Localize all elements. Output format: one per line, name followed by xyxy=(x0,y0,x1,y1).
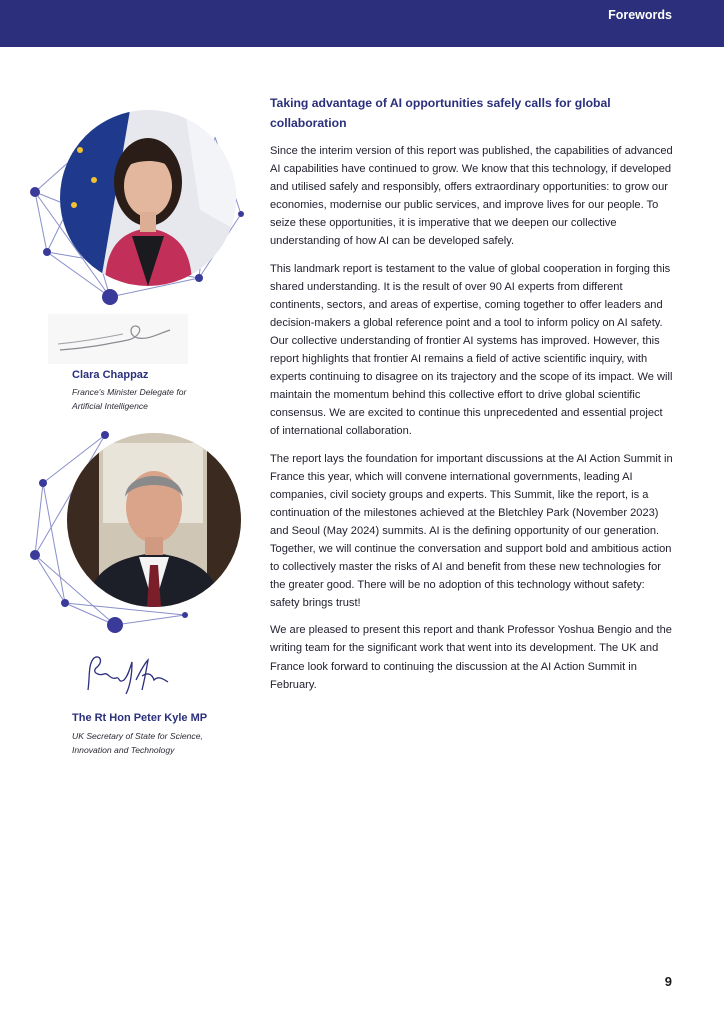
signatory-role-peter: UK Secretary of State for Science, Innovation and Technology xyxy=(72,731,203,755)
signatory-name-clara: Clara Chappaz xyxy=(72,369,149,381)
header-bar xyxy=(0,0,724,47)
network-node xyxy=(102,289,118,305)
network-node xyxy=(30,187,40,197)
network-node xyxy=(43,248,51,256)
photo-clara-chappaz xyxy=(60,110,236,286)
network-node xyxy=(238,211,244,217)
foreword-heading: Taking advantage of AI opportunities safely calls for global collaboration xyxy=(270,96,611,130)
paragraph: The report lays the foundation for important discussions at the AI Action Summit in France this year, which will convene international governments, leading AI companies, civil society groups and experts. This Summit, like the report, is a continuation of the milestones achieved at the Bletchley Park (November 2023) and Seoul (May 2024) summits. AI is the defining opportunity of our generation. Together, we will continue the conversation and support bold and ambitious action to collectively master the risks of AI and benefit from these new technologies for the greater good. There will be no adoption of this technology without safety: safety brings trust! xyxy=(270,452,673,610)
paragraph: This landmark report is testament to the value of global cooperation in forging this shared understanding. It is the result of over 90 AI experts from different continents, sectors, and areas of expertise, coming together to offer leaders and decision-makers a global reference point and a tool to inform policy on AI safety. Our collective understanding of frontier AI systems has improved. However, this report highlights that frontier AI remains a field of active scientific inquiry, with experts continuing to disagree on its trajectory and the scope of its impact. We will maintain the momentum behind this collective effort to drive global scientific consensus. We are excited to continue this unprecedented and essential project of international collaboration. xyxy=(270,262,673,438)
portrait-clara-chappaz xyxy=(25,100,255,315)
network-node xyxy=(30,550,40,560)
network-node xyxy=(39,479,47,487)
paragraph: Since the interim version of this report was published, the capabilities of advanced AI capabilities have continued to grow. We know that this technology, if developed and utilised safely and responsibly, offers extraordinary opportunities: to grow our economies, modernise our public services, and improve lives for our people. To seize these opportunities, it is imperative that we deepen our collective understanding of how AI can be developed safely. xyxy=(270,145,673,248)
signatory-name-peter: The Rt Hon Peter Kyle MP xyxy=(72,712,208,724)
signatory-role-clara: France's Minister Delegate for Artificial Intelligence xyxy=(72,387,187,411)
paragraph: We are pleased to present this report and thank Professor Yoshua Bengio and the writing team for the significant work that went into its development. The UK and France look forward to continuing the discussion at the AI Action Summit in February. xyxy=(270,624,672,691)
network-node xyxy=(182,612,188,618)
portrait-peter-kyle xyxy=(25,425,255,640)
network-node xyxy=(107,617,123,633)
signature-clara-chappaz xyxy=(48,314,188,364)
photo-peter-kyle xyxy=(67,433,241,607)
foreword-body xyxy=(270,93,674,703)
page-number: 9 xyxy=(664,974,672,989)
section-title: Forewords xyxy=(608,8,672,22)
signature-peter-kyle xyxy=(82,650,174,700)
